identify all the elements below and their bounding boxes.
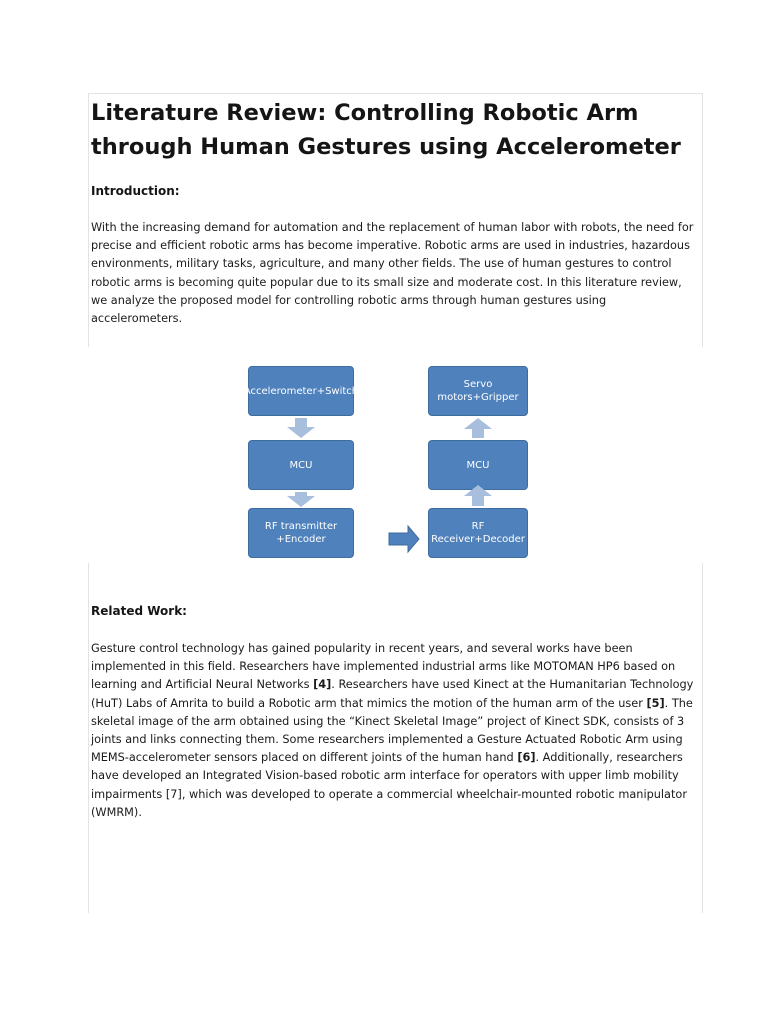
right-arrow-icon [389,526,419,552]
rf-transmitter-box: RF transmitter +Encoder [248,508,354,558]
related-work-paragraph: Gesture control technology has gained popularity in recent years, and several works have been implemented in this field. Researchers have implemented industrial arms like MOTOMAN HP6 based on learning and Artificial Neural Networks [4]. Researchers have used Kinect at the Humanitarian Technology (HuT) Labs of Amrita to build a Robotic arm that mimics the motion of the human arm of the user [5]. The skeletal image of the arm obtained using the “Kinect Skeletal Image” project of Kinect SDK, consists of 3 joints and links connecting them. Some researchers implemented a Gesture Actuated Robotic Arm using MEMS-accelerometer sensors placed on different joints of the human hand [6]. Additionally, researchers have developed an Integrated Vision-based robotic arm interface for operators with upper limb mobility impairments [7], which was developed to operate a commercial wheelchair-mounted robotic manipulator (WMRM). [91,642,694,819]
servo-gripper-box: Servo motors+Gripper [428,366,528,416]
down-arrow-icon [287,418,315,438]
diagram-arrows [247,362,529,558]
rf-receiver-box: RF Receiver+Decoder [428,508,528,558]
accelerometer-switch-box: Accelerometer+Switch [248,366,354,416]
page-title: Literature Review: Controlling Robotic Arm through Human Gestures using Accelerometer [91,100,681,160]
up-arrow-icon [464,485,492,506]
block-diagram [243,362,529,558]
introduction-heading: Introduction: [91,184,180,198]
related-work-heading: Related Work: [91,604,187,618]
mcu-right-box: MCU [428,440,528,490]
down-arrow-icon [287,492,315,507]
introduction-paragraph: With the increasing demand for automation and the replacement of human labor with robots, the need for precise and efficient robotic arms has become imperative. Robotic arms are used in industries, hazardous environments, military tasks, agriculture, and many other fields. The use of human gestures to control robotic arms is becoming quite popular due to its small size and moderate cost. In this literature review, we analyze the proposed model for controlling robotic arms through human gestures using accelerometers. [91,221,694,326]
mcu-left-box: MCU [248,440,354,490]
up-arrow-icon [464,418,492,438]
